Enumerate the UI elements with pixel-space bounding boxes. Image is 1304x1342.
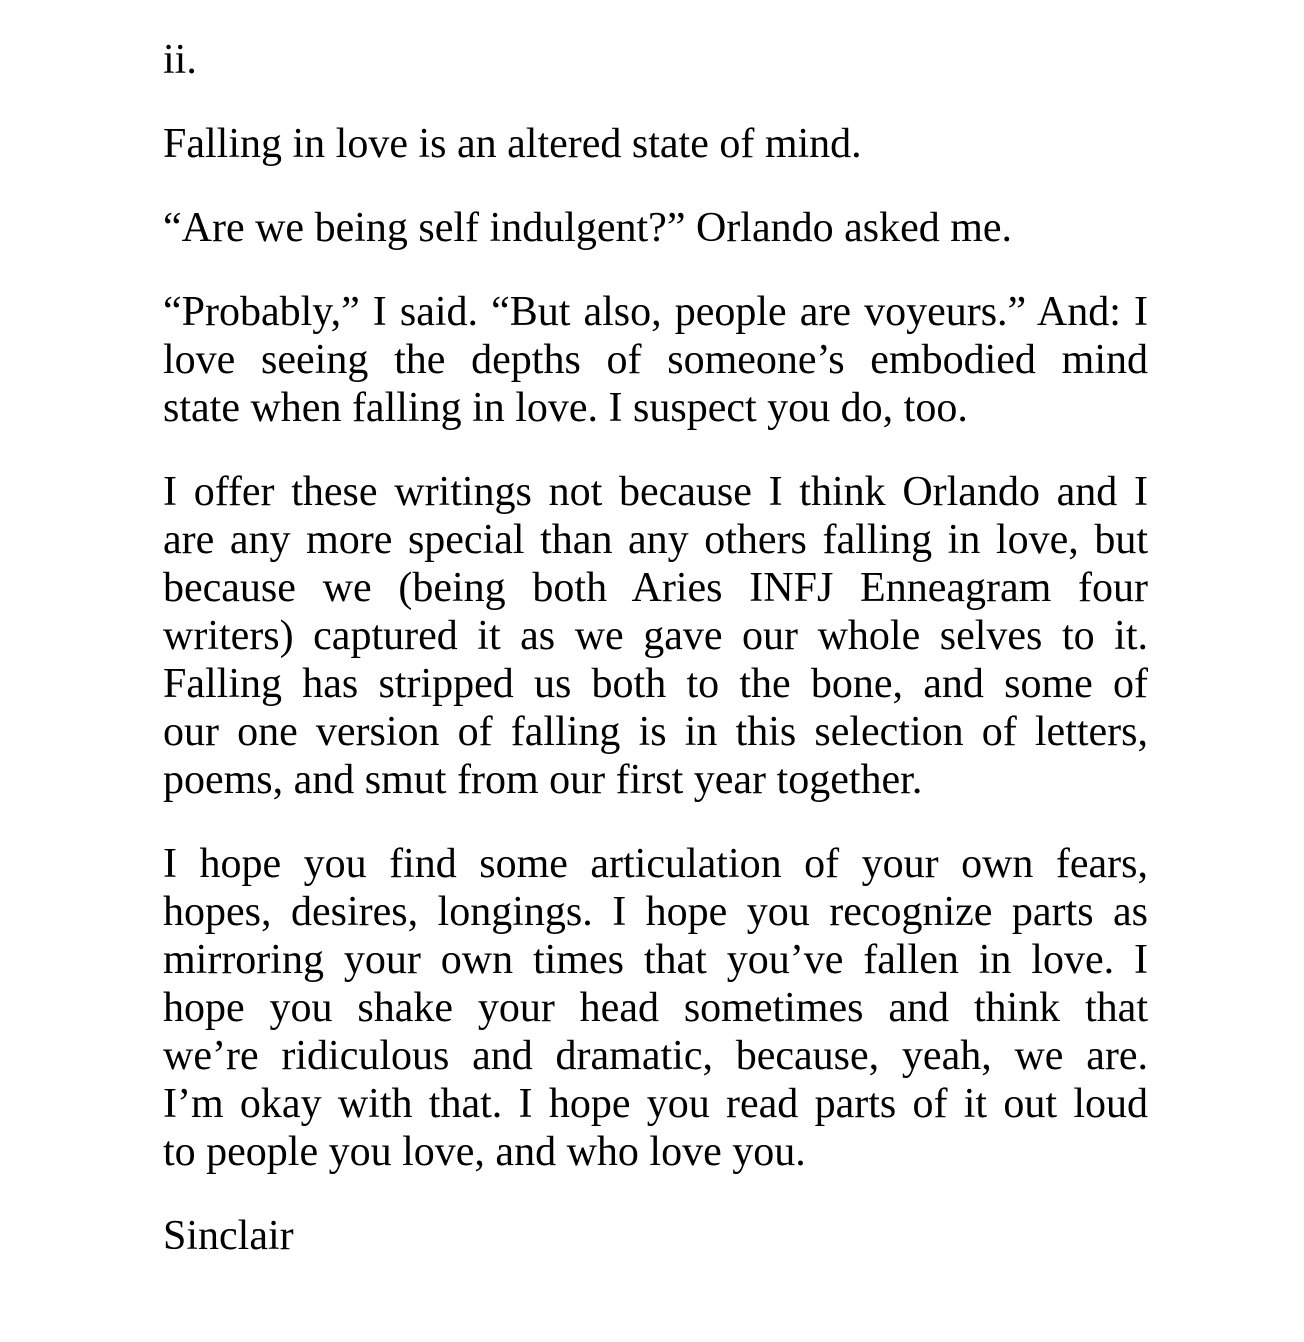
text-line: I offer these writings not because I think Orlando and I bbox=[163, 469, 1148, 515]
letter-body bbox=[163, 120, 1148, 1176]
text-line: poems, and smut from our first year together. bbox=[163, 757, 923, 803]
text-line: because we (being both Aries INFJ Enneagram four bbox=[163, 565, 1148, 611]
text-line: Falling has stripped us both to the bone, and some of bbox=[163, 661, 1148, 707]
paragraph bbox=[163, 204, 1148, 252]
paragraph bbox=[163, 120, 1148, 168]
section-label: ii. bbox=[163, 37, 197, 83]
text-line: mirroring your own times that you’ve fallen in love. I bbox=[163, 937, 1148, 983]
text-line: writers) captured it as we gave our whole selves to it. bbox=[163, 613, 1148, 659]
text-line: state when falling in love. I suspect you do, too. bbox=[163, 385, 968, 431]
signature: Sinclair bbox=[163, 1213, 294, 1259]
paragraph bbox=[163, 288, 1148, 432]
text-line: are any more special than any others falling in love, but bbox=[163, 517, 1148, 563]
text-line: to people you love, and who love you. bbox=[163, 1129, 806, 1175]
text-line: “Are we being self indulgent?” Orlando asked me. bbox=[163, 205, 1013, 251]
paragraph bbox=[163, 840, 1148, 1176]
text-line: “Probably,” I said. “But also, people are voyeurs.” And: I bbox=[163, 289, 1148, 335]
text-line: I’m okay with that. I hope you read parts of it out loud bbox=[163, 1081, 1148, 1127]
text-line: Falling in love is an altered state of mind. bbox=[163, 121, 862, 167]
text-line: I hope you find some articulation of your own fears, bbox=[163, 841, 1148, 887]
text-line: hopes, desires, longings. I hope you recognize parts as bbox=[163, 889, 1148, 935]
text-line: we’re ridiculous and dramatic, because, yeah, we are. bbox=[163, 1033, 1148, 1079]
text-line: love seeing the depths of someone’s embodied mind bbox=[163, 337, 1148, 383]
text-line: our one version of falling is in this selection of letters, bbox=[163, 709, 1148, 755]
text-line: hope you shake your head sometimes and think that bbox=[163, 985, 1148, 1031]
paragraph bbox=[163, 468, 1148, 804]
